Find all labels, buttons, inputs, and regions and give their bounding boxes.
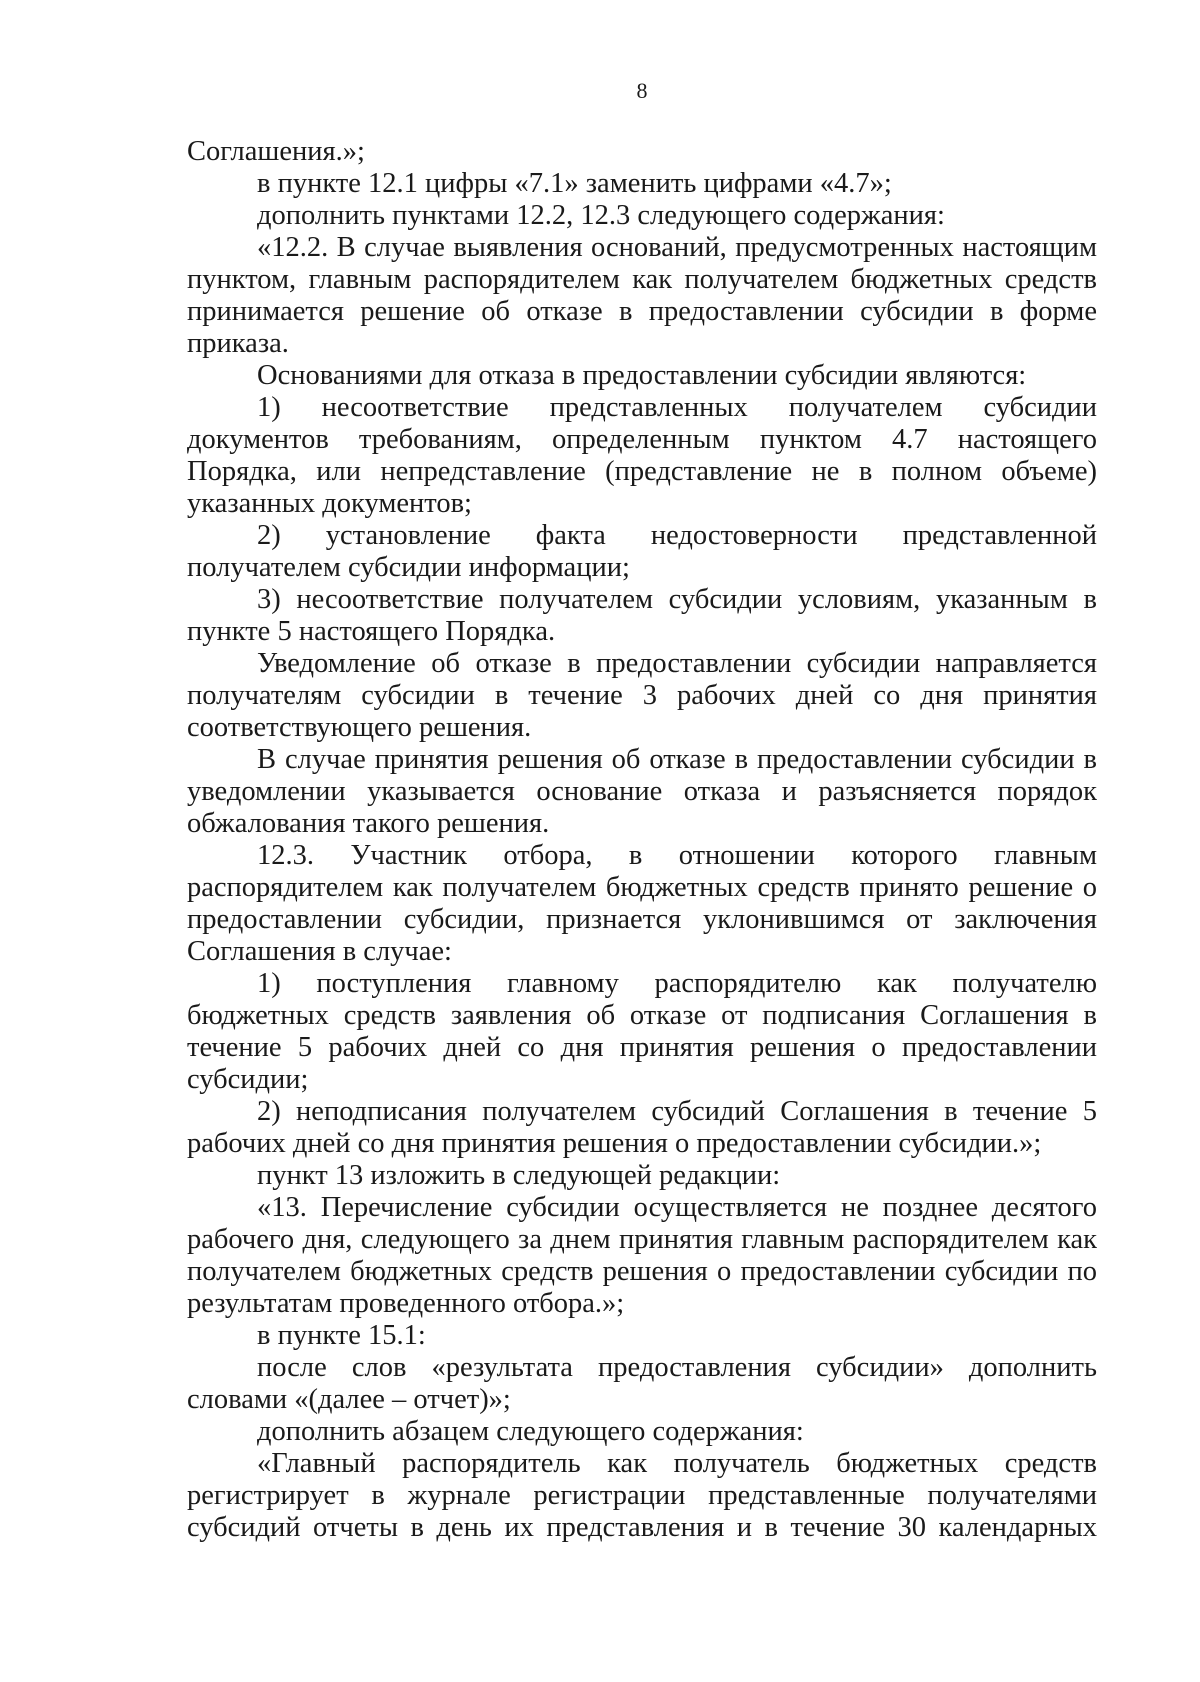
paragraph: 3) несоответствие получателем субсидии условиям, указанным в пункте 5 настоящего Порядка. bbox=[187, 584, 1097, 647]
paragraph: 1) поступления главному распорядителю как получателю бюджетных средств заявления об отказе от подписания Соглашения в течение 5 рабочих дней со дня принятия решения о предоставлении субсидии; bbox=[187, 968, 1097, 1095]
paragraph: пункт 13 изложить в следующей редакции: bbox=[257, 1160, 781, 1191]
paragraph: Основаниями для отказа в предоставлении субсидии являются: bbox=[257, 360, 1027, 391]
paragraph: «13. Перечисление субсидии осуществляется не позднее десятого рабочего дня, следующего за днем принятия главным распорядителем как получателем бюджетных средств решения о предоставлении субсидии по результатам проведенного отбора.»; bbox=[187, 1192, 1097, 1319]
paragraph: 2) неподписания получателем субсидий Соглашения в течение 5 рабочих дней со дня принятия решения о предоставлении субсидии.»; bbox=[187, 1096, 1097, 1159]
paragraph: В случае принятия решения об отказе в предоставлении субсидии в уведомлении указывается основание отказа и разъясняется порядок обжалования такого решения. bbox=[187, 744, 1097, 839]
paragraph: в пункте 12.1 цифры «7.1» заменить цифрами «4.7»; bbox=[257, 168, 892, 199]
document-body bbox=[187, 136, 1097, 1544]
paragraph: Соглашения.»; bbox=[187, 136, 365, 167]
paragraph: в пункте 15.1: bbox=[257, 1320, 426, 1351]
paragraph: Уведомление об отказе в предоставлении субсидии направляется получателям субсидии в течение 3 рабочих дней со дня принятия соответствующего решения. bbox=[187, 648, 1097, 743]
paragraph: после слов «результата предоставления субсидии» дополнить словами «(далее – отчет)»; bbox=[187, 1352, 1097, 1415]
paragraph: «Главный распорядитель как получатель бюджетных средств регистрирует в журнале регистрации представленные получателями субсидий отчеты в день их представления и в течение 30 календарных bbox=[187, 1448, 1097, 1543]
paragraph: 12.3. Участник отбора, в отношении которого главным распорядителем как получателем бюджетных средств принято решение о предоставлении субсидии, признается уклонившимся от заключения Соглашения в случае: bbox=[187, 840, 1097, 967]
paragraph: 1) несоответствие представленных получателем субсидии документов требованиям, определенным пунктом 4.7 настоящего Порядка, или непредставление (представление не в полном объеме) указанных документов; bbox=[187, 392, 1097, 519]
page-number: 8 bbox=[636, 78, 648, 103]
paragraph: дополнить абзацем следующего содержания: bbox=[257, 1416, 804, 1447]
paragraph: «12.2. В случае выявления оснований, предусмотренных настоящим пунктом, главным распорядителем как получателем бюджетных средств принимается решение об отказе в предоставлении субсидии в форме приказа. bbox=[187, 232, 1097, 359]
paragraph: 2) установление факта недостоверности представленной получателем субсидии информации; bbox=[187, 520, 1097, 583]
paragraph: дополнить пунктами 12.2, 12.3 следующего содержания: bbox=[257, 200, 945, 231]
